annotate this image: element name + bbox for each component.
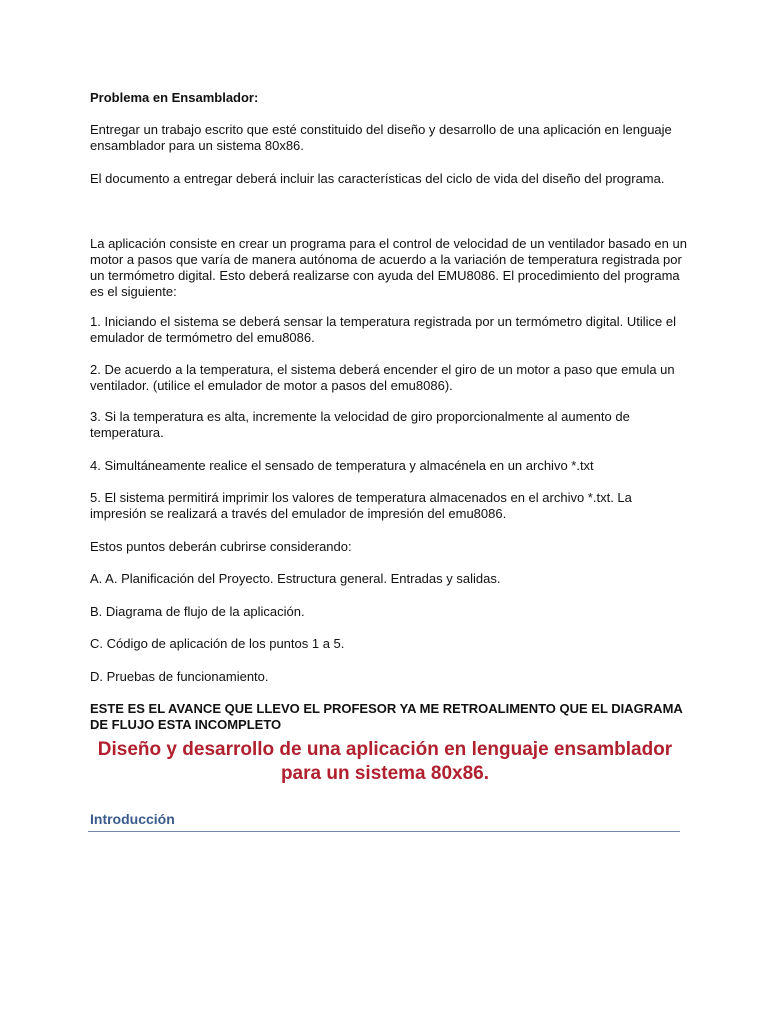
professor-feedback-notice: ESTE ES EL AVANCE QUE LLEVO EL PROFESOR YA ME RETROALIMENTO QUE EL DIAGRAMA DE FLUJO ESTA INCOMPLETO [90,701,683,732]
criteria-item-c: C. Código de aplicación de los puntos 1 a 5. [90,636,345,651]
step-3-paragraph: 3. Si la temperatura es alta, incremente la velocidad de giro proporcionalmente al aumento de temperatura. [90,409,630,440]
document-title: Diseño y desarrollo de una aplicación en lenguaje ensamblador para un sistema 80x86. [97,739,673,784]
criteria-item-b: B. Diagrama de flujo de la aplicación. [90,604,305,619]
step-5-paragraph: 5. El sistema permitirá imprimir los valores de temperatura almacenados en el archivo *.txt. La impresión se realizará a través del emulador de impresión del emu8086. [90,490,632,521]
criteria-item-a: A. A. Planificación del Proyecto. Estructura general. Entradas y salidas. [90,571,501,586]
step-2-paragraph: 2. De acuerdo a la temperatura, el sistema deberá encender el giro de un motor a paso que emula un ventilador. (utilice el emulador de motor a pasos del emu8086). [90,362,675,393]
step-1-paragraph: 1. Iniciando el sistema se deberá sensar la temperatura registrada por un termómetro digital. Utilice el emulador de termómetro del emu8086. [90,314,677,345]
intro-paragraph: Entregar un trabajo escrito que esté constituido del diseño y desarrollo de una aplicación en lenguaje ensamblador para un sistema 80x86. [90,122,672,153]
section-divider [88,831,680,832]
criteria-intro-paragraph: Estos puntos deberán cubrirse considerando: [90,539,352,554]
criteria-item-d: D. Pruebas de funcionamiento. [90,669,269,684]
problem-heading: Problema en Ensamblador: [90,90,259,105]
application-description-paragraph: La aplicación consiste en crear un programa para el control de velocidad de un ventilador basado en un motor a pasos que varía de manera autónoma de acuerdo a la variación de temperatura registrada por un termómetro digital. Esto deberá realizarse con ayuda del EMU8086. El procedimiento del programa es el siguiente: [90,236,687,299]
lifecycle-paragraph: El documento a entregar deberá incluir las características del ciclo de vida del diseño del programa. [90,171,665,186]
section-heading-introduccion: Introducción [90,811,175,827]
step-4-paragraph: 4. Simultáneamente realice el sensado de temperatura y almacénela en un archivo *.txt [90,458,594,473]
